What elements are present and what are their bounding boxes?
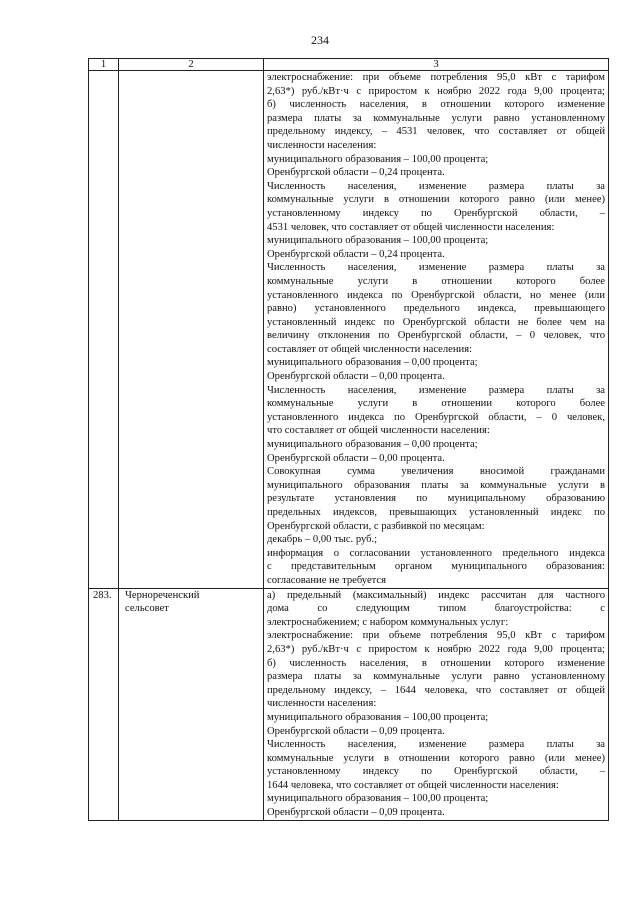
text-line: коммунальные услуги в отношении которого равно (или менее): [267, 194, 605, 206]
row-number-cell: 283.: [89, 588, 119, 820]
text-line: 2,63*) руб./кВт·ч с приростом к ноябрю 2022 года 9,00 процента;: [267, 85, 605, 97]
text-line: Оренбургской области – 0,00 процента.: [267, 371, 445, 383]
table-row: [89, 588, 609, 820]
text-line: муниципального образования платы за коммунальные услуги в: [267, 479, 605, 491]
text-line: согласование не требуется: [267, 574, 387, 586]
document-table: [88, 58, 609, 821]
text-line: Совокупная сумма увеличения вносимой гражданами: [267, 466, 605, 478]
text-line: результате установления по муниципальному образованию: [267, 493, 605, 505]
municipality-name-cell: [119, 71, 264, 589]
text-line: 1644 человека, что составляет от общей численности населения:: [267, 779, 559, 791]
text-line: 4531 человек, что составляет от общей численности населения:: [267, 221, 555, 233]
text-line: установленного индекса по Оренбургской области, – 0 человек,: [267, 411, 605, 423]
text-line: с представительным органом муниципального образования:: [267, 561, 605, 573]
text-line: электроснабжение: при объеме потребления 95,0 кВт с тарифом: [267, 630, 605, 642]
text-line: муниципального образования – 100,00 процента;: [267, 793, 489, 805]
text-line: Оренбургской области – 0,24 процента.: [267, 248, 445, 260]
text-line: численности населения:: [267, 139, 377, 151]
text-line: размера платы за коммунальные услуги равно установленному: [267, 671, 605, 683]
text-line: численности населения:: [267, 698, 377, 710]
text-line: коммунальные услуги в отношении которого более: [267, 275, 605, 287]
text-line: Численность населения, изменение размера платы за: [267, 180, 605, 192]
text-line: электроснабжение: при объеме потребления 95,0 кВт с тарифом: [267, 72, 605, 83]
text-line: предельных индексов, превышающих установленный индекс по: [267, 507, 605, 518]
text-line: б) численность населения, в отношении которого изменение: [267, 99, 605, 111]
page-number: 234: [311, 33, 329, 47]
text-line: что составляет от общей численности населения:: [267, 425, 490, 437]
text-line: электроснабжением; с набором коммунальных услуг:: [267, 616, 509, 628]
text-line: Оренбургской области – 0,09 процента.: [267, 807, 445, 819]
text-line: Оренбургской области – 0,00 процента.: [267, 452, 445, 464]
header-cell-3: 3: [264, 59, 609, 71]
row-number-cell: [89, 71, 119, 589]
text-line: установленный индекс по Оренбургской области не более чем на: [267, 316, 605, 328]
municipality-name-line: сельсовет: [125, 603, 169, 615]
text-line: Оренбургской области – 0,24 процента.: [267, 167, 445, 179]
text-line: установленного индекса по Оренбургской области, но менее (или: [267, 289, 605, 301]
text-line: Оренбургской области, с разбивкой по месяцам:: [267, 520, 485, 532]
text-line: информация о согласовании установленного предельного индекса: [267, 547, 605, 559]
municipality-name-cell: [119, 588, 264, 820]
table-row: [89, 71, 609, 589]
text-line: муниципального образования – 100,00 процента;: [267, 711, 489, 723]
text-line: Оренбургской области – 0,09 процента.: [267, 725, 445, 737]
text-line: муниципального образования – 100,00 процента;: [267, 153, 489, 165]
text-line: Численность населения, изменение размера платы за: [267, 384, 605, 396]
text-line: Численность населения, изменение размера платы за: [267, 262, 605, 274]
text-line: б) численность населения, в отношении которого изменение: [267, 657, 605, 669]
text-line: а) предельный (максимальный) индекс рассчитан для частного: [267, 589, 605, 601]
text-line: дома со следующим типом благоустройства: с: [267, 603, 605, 615]
text-line: 2,63*) руб./кВт·ч с приростом к ноябрю 2022 года 9,00 процента;: [267, 643, 605, 655]
header-cell-1: 1: [89, 59, 119, 71]
text-line: составляет от общей численности населения:: [267, 343, 473, 355]
header-cell-2: 2: [119, 59, 264, 71]
text-line: муниципального образования – 0,00 процента;: [267, 357, 478, 369]
text-line: муниципального образования – 0,00 процента;: [267, 439, 478, 451]
municipality-name-line: Чернореченский: [125, 589, 200, 601]
text-line: декабрь – 0,00 тыс. руб.;: [267, 534, 378, 546]
text-line: установленному индексу по Оренбургской области, –: [267, 207, 605, 219]
text-line: предельному индексу, – 1644 человека, что составляет от общей: [267, 684, 605, 696]
description-cell: [264, 588, 609, 820]
text-line: коммунальные услуги в отношении которого равно (или менее): [267, 752, 605, 764]
text-line: размера платы за коммунальные услуги равно установленному: [267, 112, 605, 124]
description-cell: [264, 71, 609, 589]
text-line: Численность населения, изменение размера платы за: [267, 739, 605, 751]
text-line: величину отклонения по Оренбургской области, – 0 человек, что: [267, 330, 605, 342]
text-line: коммунальные услуги в отношении которого более: [267, 398, 605, 410]
table-header-row: [89, 59, 609, 71]
text-line: равно) установленного предельного индекса, превышающего: [267, 303, 605, 315]
text-line: предельному индексу, – 4531 человек, что составляет от общей: [267, 126, 605, 138]
text-line: установленному индексу по Оренбургской области, –: [267, 766, 605, 778]
text-line: муниципального образования – 100,00 процента;: [267, 235, 489, 247]
